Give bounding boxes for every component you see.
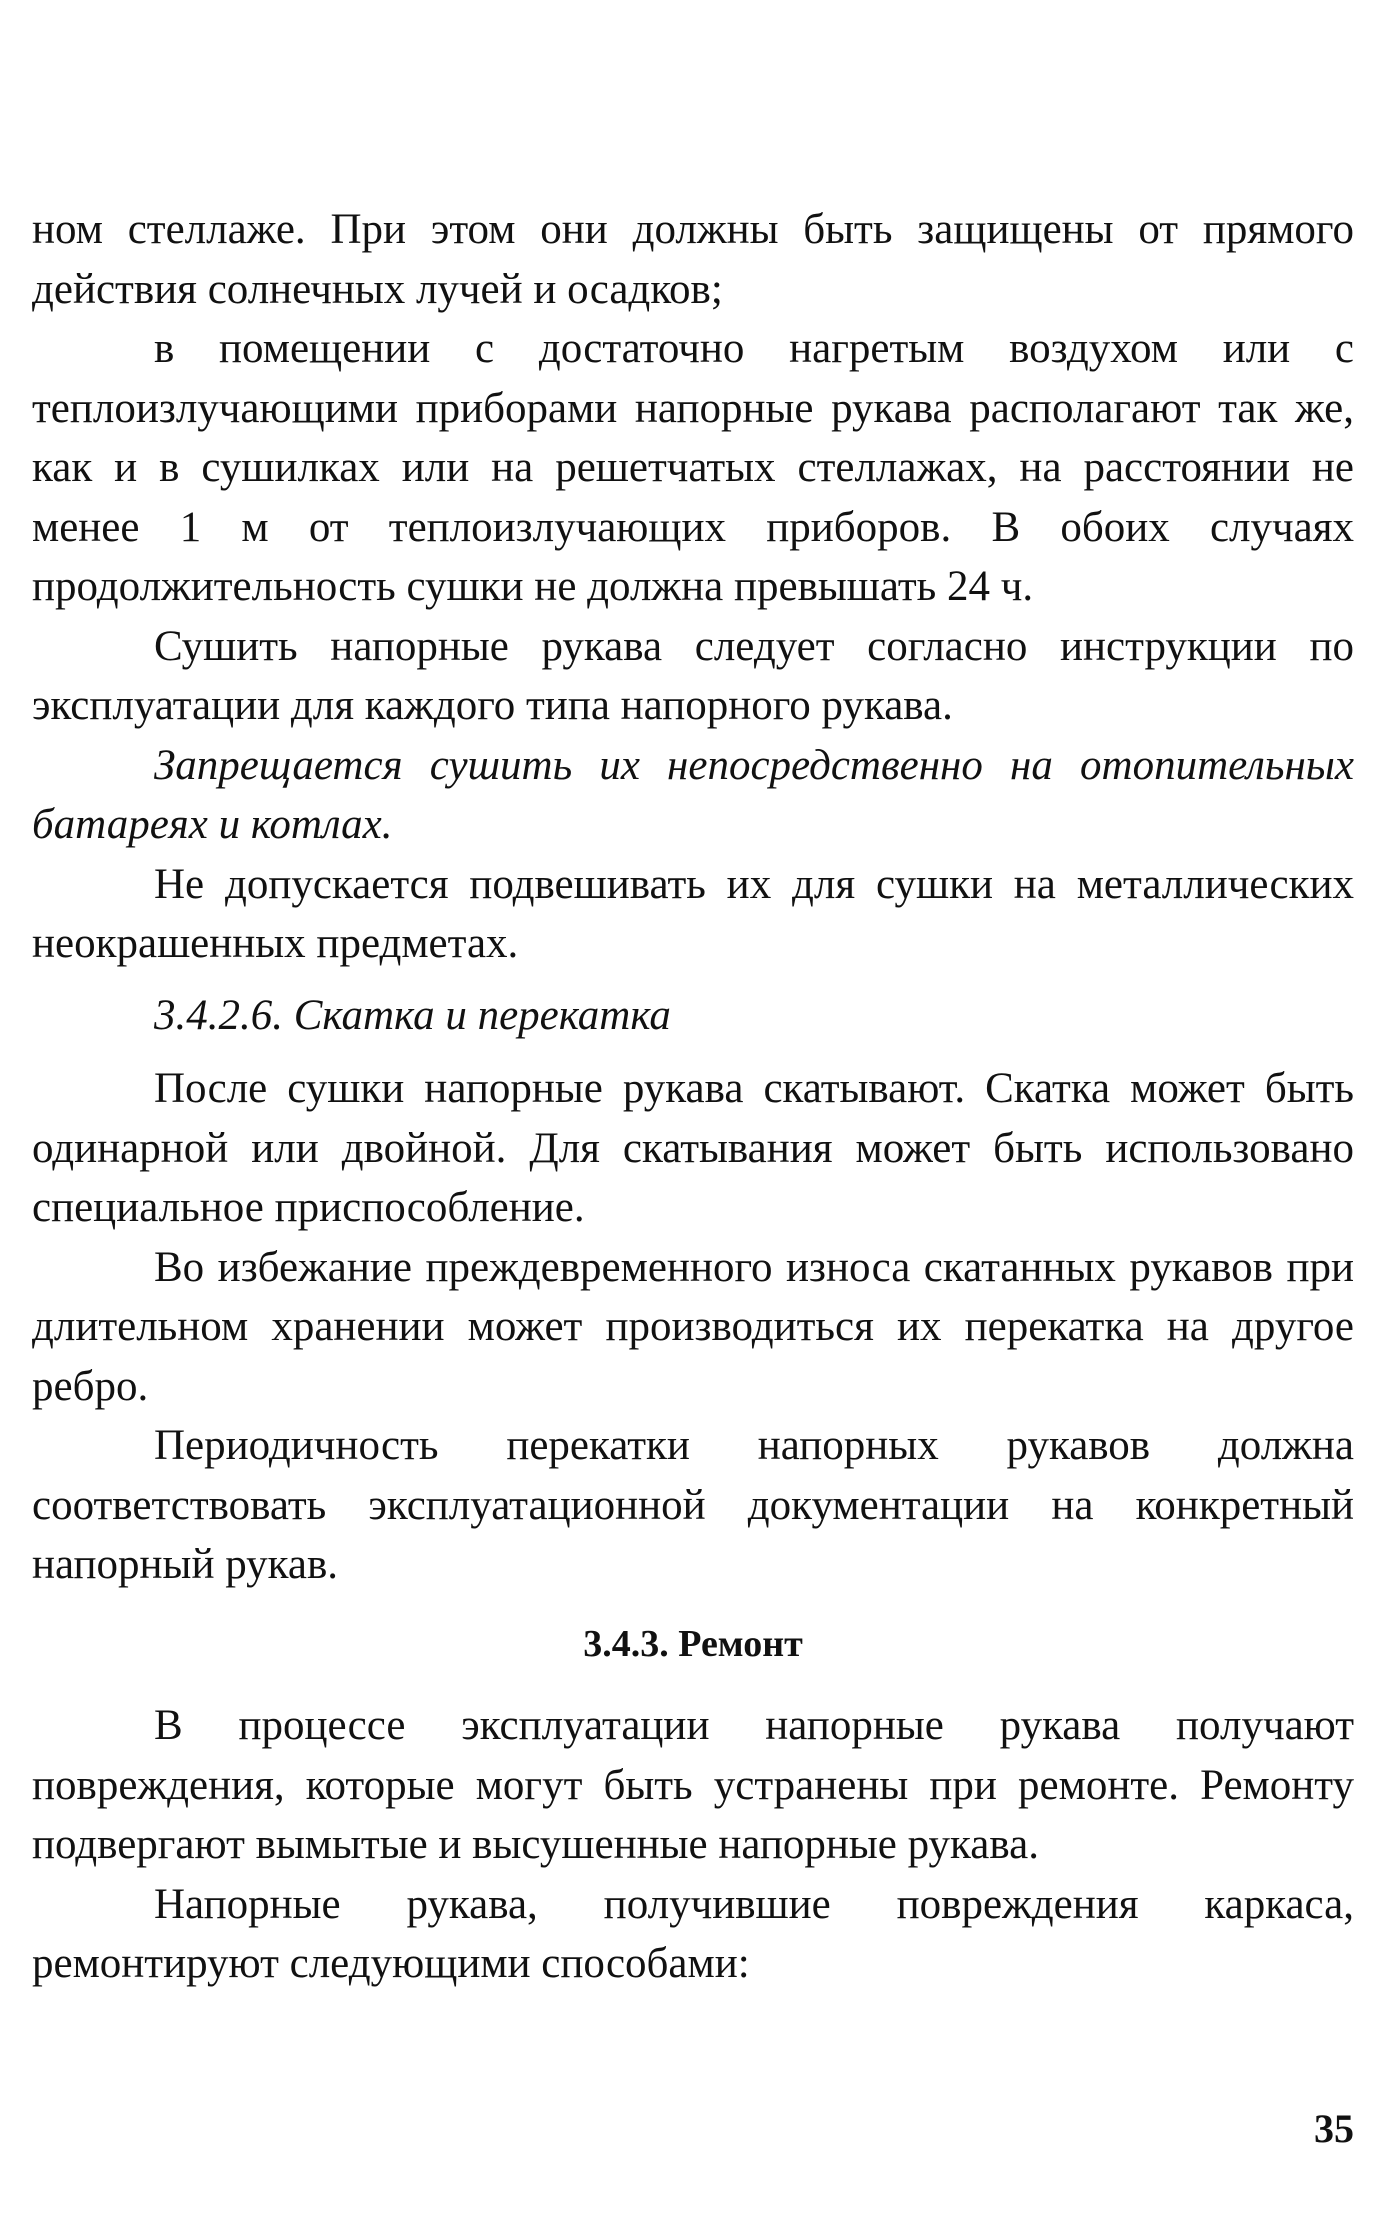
paragraph-rerolling-period: Периодичность перекатки напорных рукавов должна соответствовать эксплуатационной документации на конкретный напорный рукав. (32, 1422, 1354, 1588)
paragraph-prohibition: Запрещается сушить их непосредственно на отопительных батареях и котлах. (32, 741, 1354, 848)
paragraph-rerolling: Во избежание преждевременного износа скатанных рукавов при длительном хранении может производиться их перекатка на другое ребро. (32, 1243, 1354, 1410)
section-heading: 3.4.3. Ремонт (583, 1622, 803, 1665)
paragraph-hanging-restriction: Не допускается подвешивать их для сушки на металлических неокрашенных предметах. (32, 860, 1354, 967)
page-number: 35 (1314, 2106, 1354, 2151)
paragraph-drying-instructions: Сушить напорные рукава следует согласно инструкции по эксплуатации для каждого типа напорного рукава. (32, 622, 1354, 729)
paragraph-repair-methods: Напорные рукава, получившие повреждения каркаса, ремонтируют следующими способами: (32, 1880, 1354, 1987)
paragraph-drying-room: в помещении с достаточно нагретым воздухом или с теплоизлучающими приборами напорные рукава располагают так же, как и в сушилках или на решетчатых стеллажах, на расстоянии не менее 1 м от теплоизлучающих приборов. В обоих случаях продолжительность сушки не должна превышать 24 ч. (32, 325, 1354, 610)
subsection-heading: 3.4.2.6. Скатка и перекатка (154, 991, 671, 1039)
page-body (32, 200, 1354, 1994)
paragraph-repair-intro: В процессе эксплуатации напорные рукава получают повреждения, которые могут быть устранены при ремонте. Ремонту подвергают вымытые и высушенные напорные рукава. (32, 1702, 1354, 1868)
paragraph-continuation: ном стеллаже. При этом они должны быть защищены от прямого действия солнечных лучей и осадков; (32, 206, 1354, 313)
paragraph-rolling: После сушки напорные рукава скатывают. Скатка может быть одинарной или двойной. Для скатывания может быть использовано специальное приспособление. (32, 1065, 1354, 1231)
